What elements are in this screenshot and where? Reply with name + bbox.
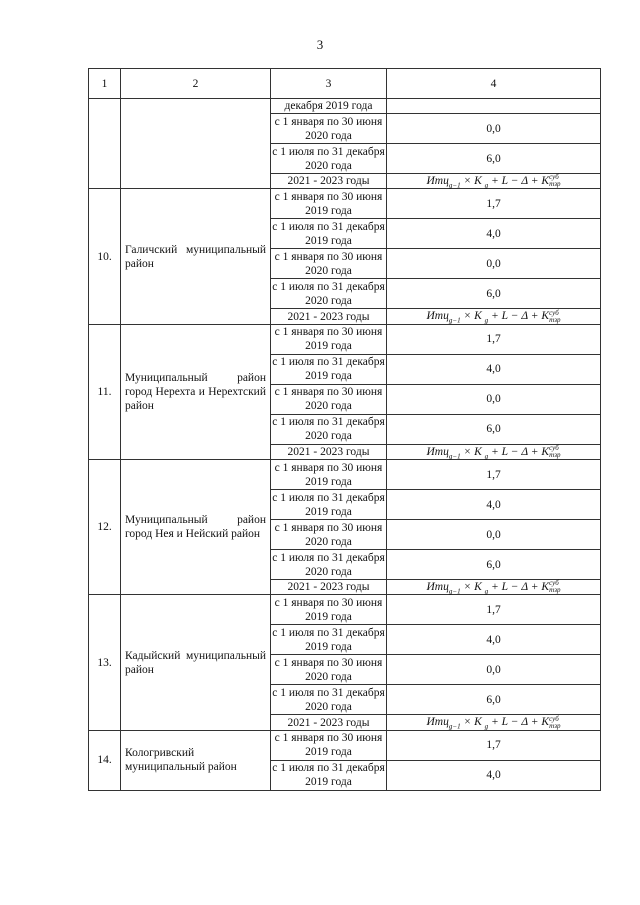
formula-part: g−1: [448, 587, 461, 596]
table-row: [89, 730, 601, 760]
table-row: [89, 595, 601, 625]
period-cell: с 1 января по 30 июня 2020 года: [271, 249, 387, 279]
tariff-formula: [426, 714, 561, 731]
period-cell: с 1 июля по 31 декабря 2019 года: [272, 762, 385, 789]
value-cell: 0,0: [387, 520, 601, 550]
row-number-cell: 13.: [89, 595, 121, 730]
period-cell: с 1 июля по 31 декабря 2020 года: [272, 551, 385, 578]
formula-sub: тзр: [549, 721, 561, 730]
header-cell: 1: [89, 69, 121, 99]
row-number-cell: 10.: [89, 189, 121, 324]
formula-sub: тзр: [549, 180, 561, 189]
header-cell: 4: [387, 69, 601, 99]
formula-part: g: [484, 316, 489, 325]
row-number-cell: 12.: [89, 460, 121, 595]
formula-part: + L − Δ + K: [491, 310, 550, 323]
tariff-table: [88, 68, 601, 791]
district-name-cell: Муниципальный район город Нерехта и Нерехтский район: [121, 324, 271, 459]
formula-cell: [387, 309, 601, 324]
district-name-cell: [121, 99, 271, 189]
tariff-formula: [426, 173, 561, 190]
formula-sup: суб: [549, 714, 559, 723]
period-cell: с 1 июля по 31 декабря 2020 года: [272, 145, 385, 172]
header-cell: 2: [121, 69, 271, 99]
value-cell: 4,0: [387, 490, 601, 520]
period-cell: с 1 января по 30 июня 2019 года: [271, 730, 387, 760]
period-cell: с 1 июля по 31 декабря 2019 года: [272, 356, 385, 383]
table-row: [89, 99, 601, 114]
formula-part: Итц: [426, 445, 449, 458]
formula-sub: тзр: [549, 451, 561, 460]
value-cell: 4,0: [387, 354, 601, 384]
value-cell: [387, 99, 601, 114]
value-cell: 6,0: [387, 414, 601, 444]
period-cell: с 1 января по 30 июня 2019 года: [271, 189, 387, 219]
formula-sup: суб: [549, 579, 559, 588]
header-row: [89, 69, 601, 99]
page-number: 3: [316, 37, 324, 52]
district-name-cell: Галичский муниципальный район: [121, 189, 271, 324]
formula-cell: [387, 444, 601, 459]
row-number-cell: 14.: [89, 730, 121, 790]
formula-part: K: [474, 310, 482, 323]
value-cell: 0,0: [387, 384, 601, 414]
tariff-formula: [426, 308, 561, 325]
row-number-cell: [89, 99, 121, 189]
formula-cell: [387, 580, 601, 595]
period-cell: 2021 - 2023 годы: [271, 580, 387, 595]
formula-part: K: [474, 581, 482, 594]
formula-part: Итц: [426, 310, 449, 323]
value-cell: 4,0: [387, 760, 601, 790]
value-cell: 0,0: [387, 249, 601, 279]
formula-sub: тзр: [549, 315, 561, 324]
period-cell: с 1 июля по 31 декабря 2020 года: [272, 686, 385, 713]
formula-part: g: [484, 722, 489, 731]
formula-part: g−1: [448, 722, 461, 731]
period-cell: с 1 января по 30 июня 2019 года: [271, 595, 387, 625]
value-cell: 6,0: [387, 685, 601, 715]
formula-part: g−1: [448, 181, 461, 190]
value-cell: 4,0: [387, 219, 601, 249]
value-cell: 1,7: [387, 189, 601, 219]
tariff-formula: [426, 579, 561, 596]
period-cell: с 1 января по 30 июня 2019 года: [271, 324, 387, 354]
tariff-formula: [426, 444, 561, 461]
period-cell: с 1 июля по 31 декабря 2019 года: [272, 220, 385, 247]
value-cell: 6,0: [387, 279, 601, 309]
table-row: [89, 189, 601, 219]
period-cell: с 1 января по 30 июня 2020 года: [271, 520, 387, 550]
row-number-cell: 11.: [89, 324, 121, 459]
formula-sub: тзр: [549, 586, 561, 595]
period-cell: с 1 января по 30 июня 2020 года: [271, 384, 387, 414]
value-cell: 4,0: [387, 625, 601, 655]
formula-cell: [387, 715, 601, 730]
table-row: [89, 324, 601, 354]
formula-superscript-subscript: [549, 716, 560, 730]
period-cell: с 1 июля по 31 декабря 2020 года: [272, 416, 385, 443]
period-cell: с 1 января по 30 июня 2020 года: [271, 114, 387, 144]
formula-sup: суб: [549, 173, 559, 182]
period-cell: с 1 июля по 31 декабря 2019 года: [272, 626, 385, 653]
value-cell: 1,7: [387, 460, 601, 490]
value-cell: 1,7: [387, 730, 601, 760]
formula-part: ×: [463, 716, 472, 729]
value-cell: 1,7: [387, 595, 601, 625]
formula-part: + L − Δ + K: [491, 716, 550, 729]
district-name-cell: Муниципальный район город Нея и Нейский район: [121, 460, 271, 595]
formula-sup: суб: [549, 308, 559, 317]
period-cell: декабря 2019 года: [271, 99, 387, 114]
formula-superscript-subscript: [549, 310, 560, 324]
formula-part: K: [474, 445, 482, 458]
formula-part: + L − Δ + K: [491, 581, 550, 594]
formula-superscript-subscript: [549, 174, 560, 188]
formula-part: + L − Δ + K: [491, 175, 550, 187]
formula-part: g−1: [448, 452, 461, 461]
table-body: [89, 99, 601, 791]
formula-part: Итц: [426, 716, 449, 729]
formula-superscript-subscript: [549, 580, 560, 594]
period-cell: 2021 - 2023 годы: [271, 444, 387, 459]
formula-cell: [387, 174, 601, 189]
value-cell: 6,0: [387, 144, 601, 174]
formula-part: g: [484, 587, 489, 596]
value-cell: 0,0: [387, 114, 601, 144]
period-cell: с 1 января по 30 июня 2019 года: [271, 460, 387, 490]
formula-part: g: [484, 181, 489, 190]
table-row: [89, 460, 601, 490]
formula-part: K: [474, 716, 482, 729]
formula-part: K: [474, 175, 482, 187]
formula-part: + L − Δ + K: [491, 445, 550, 458]
formula-part: g−1: [448, 316, 461, 325]
district-name-cell: Кадыйский муниципальный район: [121, 595, 271, 730]
formula-part: ×: [463, 310, 472, 323]
formula-part: ×: [463, 175, 472, 187]
formula-part: Итц: [426, 175, 449, 187]
formula-part: ×: [463, 445, 472, 458]
formula-sup: суб: [549, 444, 559, 453]
formula-part: ×: [463, 581, 472, 594]
period-cell: с 1 июля по 31 декабря 2020 года: [272, 280, 385, 307]
formula-part: Итц: [426, 581, 449, 594]
formula-part: g: [484, 452, 489, 461]
formula-superscript-subscript: [549, 445, 560, 459]
district-name-cell: Кологривский муниципальный район: [121, 730, 271, 790]
period-cell: 2021 - 2023 годы: [271, 309, 387, 324]
period-cell: с 1 июля по 31 декабря 2019 года: [272, 491, 385, 518]
value-cell: 1,7: [387, 324, 601, 354]
period-cell: 2021 - 2023 годы: [271, 715, 387, 730]
header-cell: 3: [271, 69, 387, 99]
value-cell: 0,0: [387, 655, 601, 685]
period-cell: 2021 - 2023 годы: [271, 174, 387, 189]
value-cell: 6,0: [387, 550, 601, 580]
period-cell: с 1 января по 30 июня 2020 года: [271, 655, 387, 685]
